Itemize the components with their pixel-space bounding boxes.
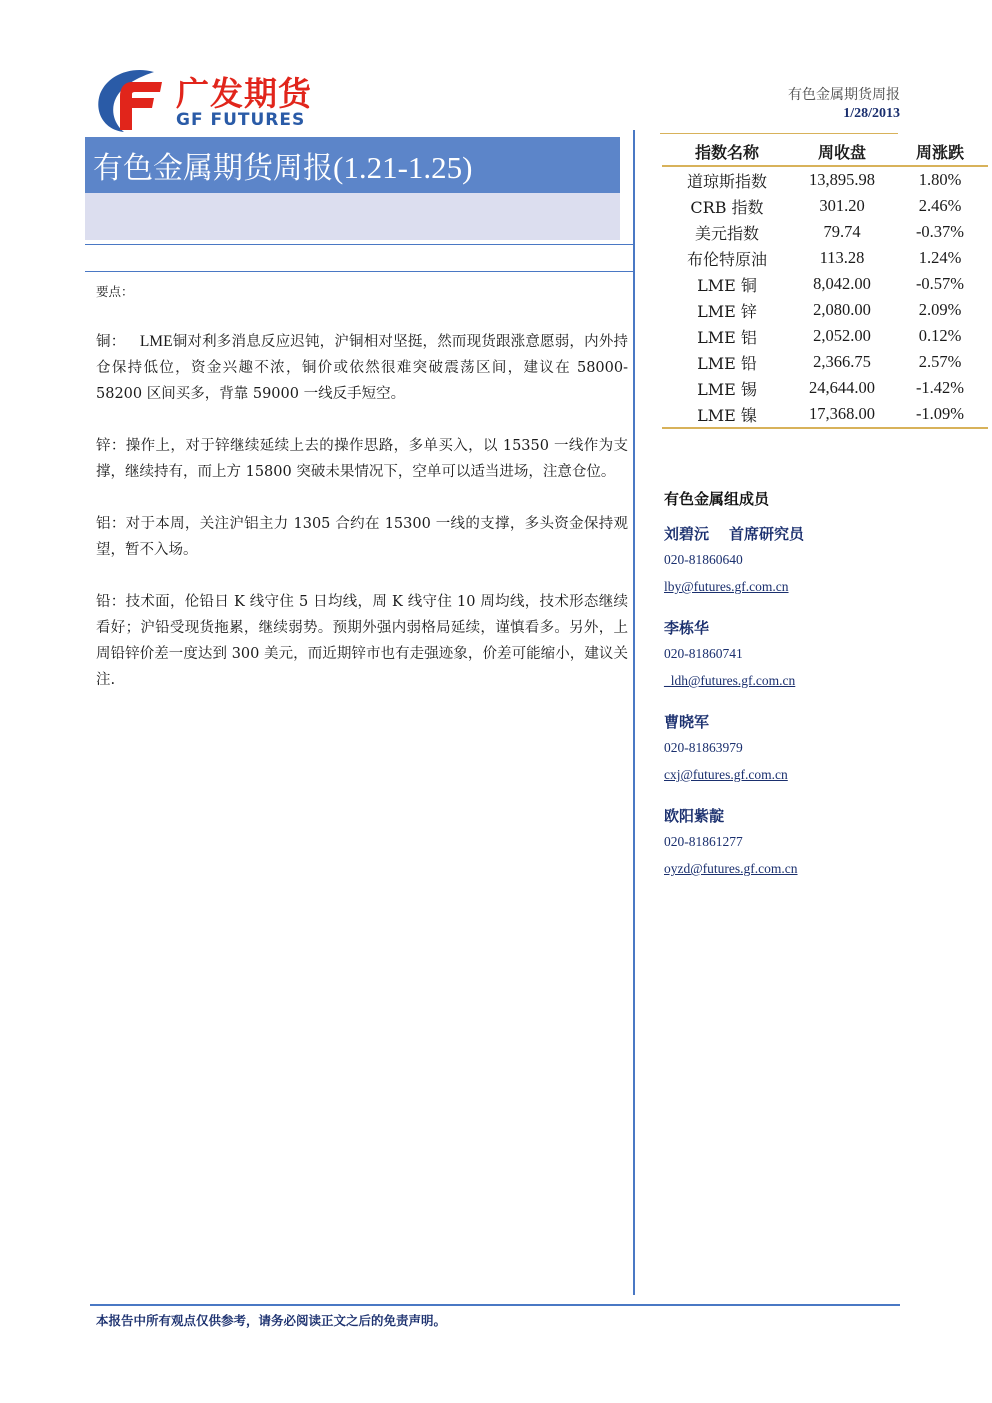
column-divider [633,130,635,1295]
weekly-change: 1.80% [918,170,962,189]
table-row [662,219,988,245]
index-name: LME 锡 [697,379,757,399]
weekly-close: 2,080.00 [813,300,871,319]
weekly-change: -1.09% [892,401,988,428]
table-header-row [662,138,988,166]
weekly-change: 2.46% [918,196,962,215]
member-email-link[interactable]: lby@futures.gf.com.cn [664,579,789,594]
paragraph-zinc [96,433,628,485]
weekly-close: 24,644.00 [809,378,875,397]
index-name: LME 铅 [697,353,757,373]
member-name: 曹晓军 [664,713,710,731]
index-name: LME 镍 [662,401,792,428]
member-email-link[interactable]: cxj@futures.gf.com.cn [664,767,788,782]
weekly-close: 113.28 [819,248,865,267]
member-phone: 020-81860640 [664,552,743,567]
team-member [664,711,964,783]
column-header: 周涨跌 [892,138,988,166]
weekly-close: 17,368.00 [792,401,892,428]
key-points-heading: 要点： [96,284,134,299]
paragraph-label: 铝： [96,516,126,532]
paragraph-label: 铜： [96,334,126,350]
index-name: 道琼斯指数 [686,171,767,191]
table-row [662,193,988,219]
table-row [662,297,988,323]
member-name-text: 刘碧沅 [664,525,710,543]
header-date: 1/28/2013 [843,106,900,121]
paragraph-aluminum [96,511,628,563]
team-title: 有色金属组成员 [664,490,770,508]
header-report-name: 有色金属期货周报 [788,87,900,103]
team-section [664,488,964,899]
weekly-close: 2,052.00 [813,326,871,345]
member-phone: 020-81861277 [664,834,743,849]
team-member [664,805,964,877]
paragraph-spacer [125,334,139,350]
member-phone: 020-81860741 [664,646,743,661]
index-name: LME 铜 [697,275,757,295]
index-name: 美元指数 [694,223,759,243]
divider-line [85,271,635,272]
weekly-change: 2.09% [918,300,962,319]
paragraph-copper [96,329,628,407]
weekly-change: -0.37% [915,222,965,241]
team-member [664,617,964,689]
team-member [664,523,964,595]
table-row [662,401,988,428]
index-name: CRB 指数 [690,197,764,217]
weekly-change: 1.24% [918,248,962,267]
paragraph-label: 锌： [96,438,126,454]
weekly-close: 8,042.00 [813,274,871,293]
paragraph-text: 对于本周，关注沪铝主力 1305 合约在 15300 一线的支撑，多头资金保持观望，暂不入场。 [96,516,629,558]
weekly-change: -1.42% [915,378,965,397]
index-name: LME 铝 [697,327,757,347]
column-header: 周收盘 [792,138,892,166]
column-header: 指数名称 [662,138,792,166]
paragraph-label: 铅： [96,594,126,610]
member-email-link[interactable]: oyzd@futures.gf.com.cn [664,861,798,876]
weekly-change: 0.12% [918,326,962,345]
weekly-close: 79.74 [823,222,861,241]
weekly-close: 13,895.98 [809,170,875,189]
table-row [662,166,988,193]
title-band [85,137,620,240]
paragraph-text: 铜对利多消息反应迟钝，沪铜相对坚挺，然而现货跟涨意愿弱，内外持仓保持低位，资金兴趣不浓，铜价或依然很难突破震荡区间，建议在 58000-58200 区间买多，背靠 59000 一线反手短空。 [96,334,629,402]
footer-divider [90,1304,900,1306]
index-table [662,138,988,429]
member-name [664,523,964,544]
logo-chinese-name: 广发期货 [176,74,312,113]
lme-text: LME [139,333,173,350]
member-name: 欧阳紫靛 [664,807,725,825]
table-row [662,271,988,297]
weekly-change: 2.57% [918,352,962,371]
divider-line [85,244,635,245]
index-name: 布伦特原油 [686,249,767,269]
weekly-change: -0.57% [915,274,965,293]
page-title-period: (1.21-1.25) [333,150,473,185]
member-phone: 020-81863979 [664,740,743,755]
weekly-close: 2,366.75 [813,352,871,371]
title-band-top [85,137,620,193]
logo-english-name: GF FUTURES [176,110,306,130]
header-divider [660,133,898,134]
index-name: LME 锌 [697,301,757,321]
gf-logo-mark-icon [92,64,170,136]
table-row [662,375,988,401]
paragraph-text: 技术面，伦铅日 K 线守住 5 日均线，周 K 线守住 10 周均线，技术形态继续看好；沪铅受现货拖累，继续弱势。预期外强内弱格局延续，谨慎看多。另外，上周铅锌价差一度达到 300 美元，而近期锌市也有走强迹象，价差可能缩小，建议关注. [96,594,629,688]
table-row [662,245,988,271]
gf-futures-logo [92,64,352,136]
page-title [93,143,472,187]
member-name: 李栋华 [664,619,710,637]
page-title-text: 有色金属期货周报 [93,151,333,186]
paragraph-text: 操作上，对于锌继续延续上去的操作思路，多单买入，以 15350 一线作为支撑，继续持有，而上方 15800 突破未果情况下，空单可以适当进场，注意仓位。 [96,438,629,480]
member-email-link[interactable]: _ldh@futures.gf.com.cn [664,673,796,688]
weekly-close: 301.20 [819,196,865,215]
main-content [96,279,628,719]
disclaimer-text: 本报告中所有观点仅供参考，请务必阅读正文之后的免责声明。 [96,1313,447,1328]
table-row [662,349,988,375]
table-row [662,323,988,349]
paragraph-lead [96,589,628,693]
member-role: 首席研究员 [729,525,805,543]
